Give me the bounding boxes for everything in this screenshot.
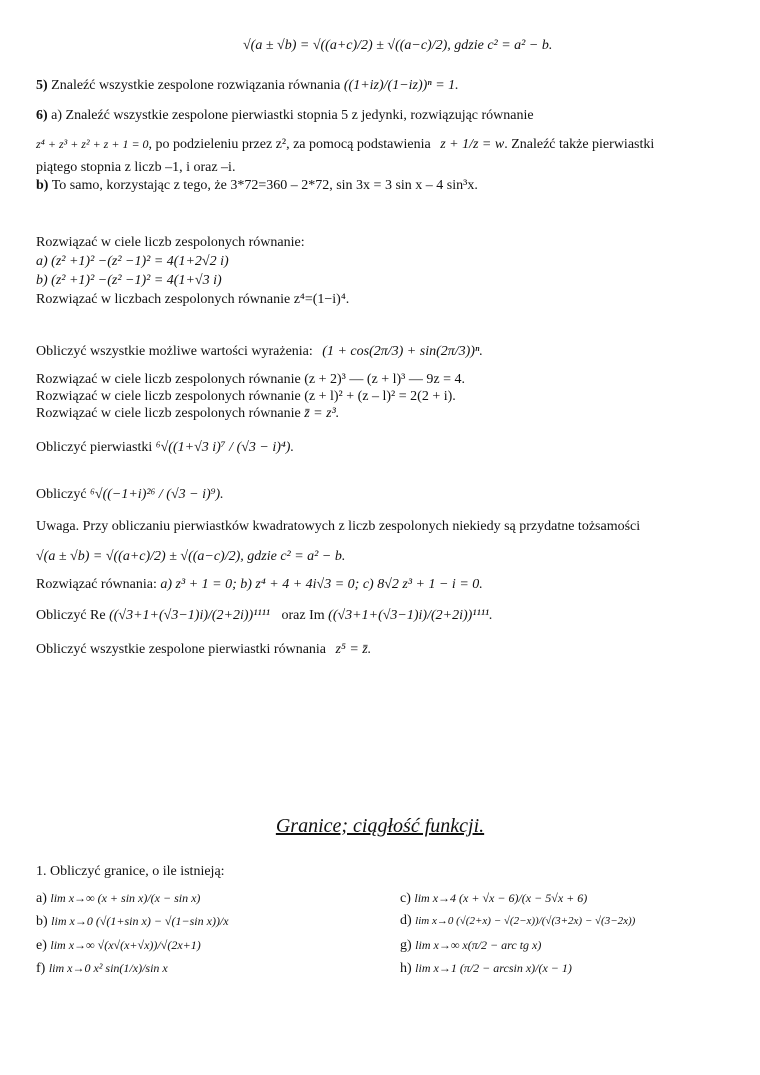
section-3-line-4 [36, 405, 339, 423]
section-3-rownania-b: b) z⁴ + 4 + 4i√3 = 0; [240, 577, 360, 592]
top-identity-formula [243, 28, 552, 64]
section-2-intro: Rozwiązać w ciele liczb zespolonych równanie: [36, 235, 305, 250]
section-3-rownania [36, 575, 483, 595]
limit-g-label: g) [400, 938, 412, 953]
section-2-equation-b: b) (z² +1)² −(z² −1)² = 4(1+√3 i) [36, 273, 222, 288]
section-3-line-6 [36, 477, 224, 513]
problem-6-polynomial: z⁴ + z³ + z² + z + 1 = 0 [36, 137, 149, 151]
limit-e [36, 930, 201, 961]
section-3-line-5 [36, 430, 294, 466]
section-3-uwaga-formula: √(a ± √b) = √((a+c)/2) ± √((a−c)/2), gdzie c² = a² − b. [36, 549, 346, 564]
problem-6b [36, 177, 478, 195]
section-3-line-6-expression: ⁶√((−1+i)²⁶ / (√3 − i)⁹). [90, 487, 224, 502]
limit-b-expression: lim x→0 (√(1+sin x) − √(1−sin x))/x [51, 914, 229, 928]
section-3-line-5-text: Obliczyć pierwiastki [36, 440, 153, 455]
problem-6-line-1 [36, 107, 534, 125]
limit-f [36, 960, 168, 977]
section-3-line-5-expression: ⁶√((1+√3 i)⁷ / (√3 − i)⁴). [155, 440, 294, 455]
section-2-equation-c: Rozwiązać w liczbach zespolonych równanie z⁴=(1−i)⁴. [36, 292, 350, 307]
problem-6-number: 6) [36, 108, 48, 123]
limit-c-expression: lim x→4 (x + √x − 6)/(x − 5√x + 6) [414, 891, 588, 905]
limit-a-expression: lim x→∞ (x + sin x)/(x − sin x) [50, 891, 201, 905]
problem-6-line-3 [36, 159, 235, 177]
limit-e-expression: lim x→∞ √(x√(x+√x))/√(2x+1) [50, 938, 201, 952]
problem-6-line-2 [36, 131, 654, 158]
section-3-last [36, 640, 371, 660]
section-3-line-2: Rozwiązać w ciele liczb zespolonych równanie (z + 2)³ — (z + l)³ — 9z = 4. [36, 372, 465, 387]
section-2-equation-a: a) (z² +1)² −(z² −1)² = 4(1+2√2 i) [36, 254, 229, 269]
limit-c [400, 883, 587, 914]
limit-d-expression: lim x→0 (√(2+x) − √(2−x))/(√(3+2x) − √(3−2x)) [415, 915, 636, 927]
limit-h [400, 960, 572, 977]
granice-intro: 1. Obliczyć granice, o ile istnieją: [36, 864, 225, 879]
problem-5-number: 5) [36, 78, 48, 93]
section-3-line-1-text: Obliczyć wszystkie możliwe wartości wyrażenia: [36, 344, 313, 359]
limit-c-label: c) [400, 891, 411, 906]
problem-6-roots-text: piątego stopnia z liczb –1, i oraz –i. [36, 160, 236, 175]
section-3-uwaga: Uwaga. Przy obliczaniu pierwiastków kwadratowych z liczb zespolonych niekiedy są przydatne tożsamości [36, 519, 641, 534]
limit-a [36, 883, 200, 914]
limit-b [36, 913, 229, 930]
problem-5-text: Znaleźć wszystkie zespolone rozwiązania równania [51, 78, 341, 93]
limit-h-expression: lim x→1 (π/2 − arcsin x)/(x − 1) [415, 961, 572, 975]
limit-g-expression: lim x→∞ x(π/2 − arc tg x) [415, 938, 542, 952]
top-identity-formula-text: √(a ± √b) = √((a+c)/2) ± √((a−c)/2), gdzie c² = a² − b. [243, 38, 553, 53]
limit-a-label: a) [36, 891, 47, 906]
problem-6b-text: To samo, korzystając z tego, że 3*72=360 – 2*72, sin 3x = 3 sin x – 4 sin³x. [51, 178, 478, 193]
section-3-line-1-expression: (1 + cos(2π/3) + sin(2π/3))ⁿ. [322, 344, 483, 359]
problem-6-text: a) Znaleźć wszystkie zespolone pierwiastki stopnia 5 z jedynki, rozwiązując równanie [51, 108, 534, 123]
problem-6-mid-text: , po podzieleniu przez z², za pomocą podstawienia [148, 137, 431, 152]
limit-b-label: b) [36, 914, 48, 929]
limit-f-expression: lim x→0 x² sin(1/x)/sin x [48, 961, 168, 975]
section-3-line-1 [36, 338, 483, 366]
section-3-last-equation: z⁵ = z̄. [335, 642, 372, 657]
section-3-last-text: Obliczyć wszystkie zespolone pierwiastki równania [36, 642, 327, 657]
limit-g [400, 930, 541, 961]
limit-h-label: h) [400, 961, 412, 976]
section-3-line-4-text: Rozwiązać w ciele liczb zespolonych równanie [36, 406, 301, 421]
section-3-line-4-equation: z̄ = z³. [304, 406, 340, 421]
limit-e-label: e) [36, 938, 47, 953]
problem-6b-label: b) [36, 178, 49, 193]
limit-d [400, 913, 635, 929]
section-3-oraz-text: oraz Im [281, 608, 325, 623]
problem-6-substitution: z + 1/z = w [440, 137, 505, 152]
section-3-im-expression: ((√3+1+(√3−1)i)/(2+2i))¹¹¹¹. [328, 608, 493, 623]
problem-5-equation: ((1+iz)/(1−iz))ⁿ = 1. [343, 78, 459, 93]
section-3-re-text: Obliczyć Re [36, 608, 106, 623]
section-3-line-3: Rozwiązać w ciele liczb zespolonych równanie (z + l)² + (z – l)² = 2(2 + i). [36, 389, 456, 404]
section-title-granice: Granice; ciągłość funkcji. [275, 815, 485, 837]
limit-f-label: f) [36, 961, 46, 976]
section-3-rownania-text: Rozwiązać równania: [36, 577, 157, 592]
section-3-rownania-c: c) 8√2 z³ + 1 − i = 0. [362, 577, 483, 592]
section-3-line-6-text: Obliczyć [36, 487, 87, 502]
section-3-re-im [36, 598, 493, 634]
problem-6-end-text: . Znaleźć także pierwiastki [504, 137, 655, 152]
limit-d-label: d) [400, 913, 412, 928]
section-3-rownania-a: a) z³ + 1 = 0; [160, 577, 237, 592]
problem-5 [36, 72, 459, 100]
section-3-re-expression: ((√3+1+(√3−1)i)/(2+2i))¹¹¹¹ [109, 608, 271, 623]
